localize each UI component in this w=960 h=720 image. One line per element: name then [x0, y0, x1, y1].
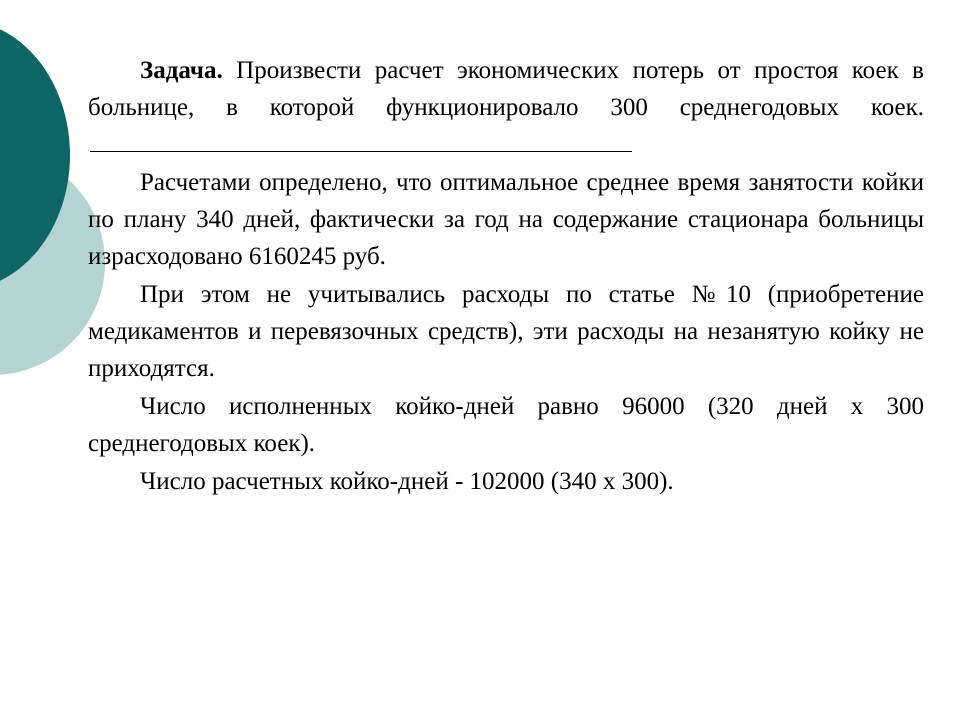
- task-paragraph: [88, 52, 924, 163]
- slide-content: [88, 52, 924, 501]
- paragraph-actual-bed-days: Число исполненных койко-дней равно 96000 (320 дней х 300 среднегодовых коек).: [88, 393, 924, 457]
- paragraph-expenses: При этом не учитывались расходы по статье №10 (приобретение медикаментов и перевязочных средств), эти расходы на незанятую койку не приходятся.: [88, 281, 924, 382]
- paragraph-planned-bed-days: Число расчетных койко-дней - 102000 (340 х 300).: [140, 468, 674, 495]
- task-text: Произвести расчет экономических потерь от простоя коек в больнице, в которой функционировало 300 среднегодовых коек.: [88, 57, 924, 121]
- underline-rule: [90, 151, 632, 152]
- paragraph-plan: Расчетами определено, что оптимальное среднее время занятости койки по плану 340 дней, фактически за год на содержание стационара больницы израсходовано 6160245 руб.: [88, 169, 924, 270]
- task-label: Задача.: [140, 57, 223, 84]
